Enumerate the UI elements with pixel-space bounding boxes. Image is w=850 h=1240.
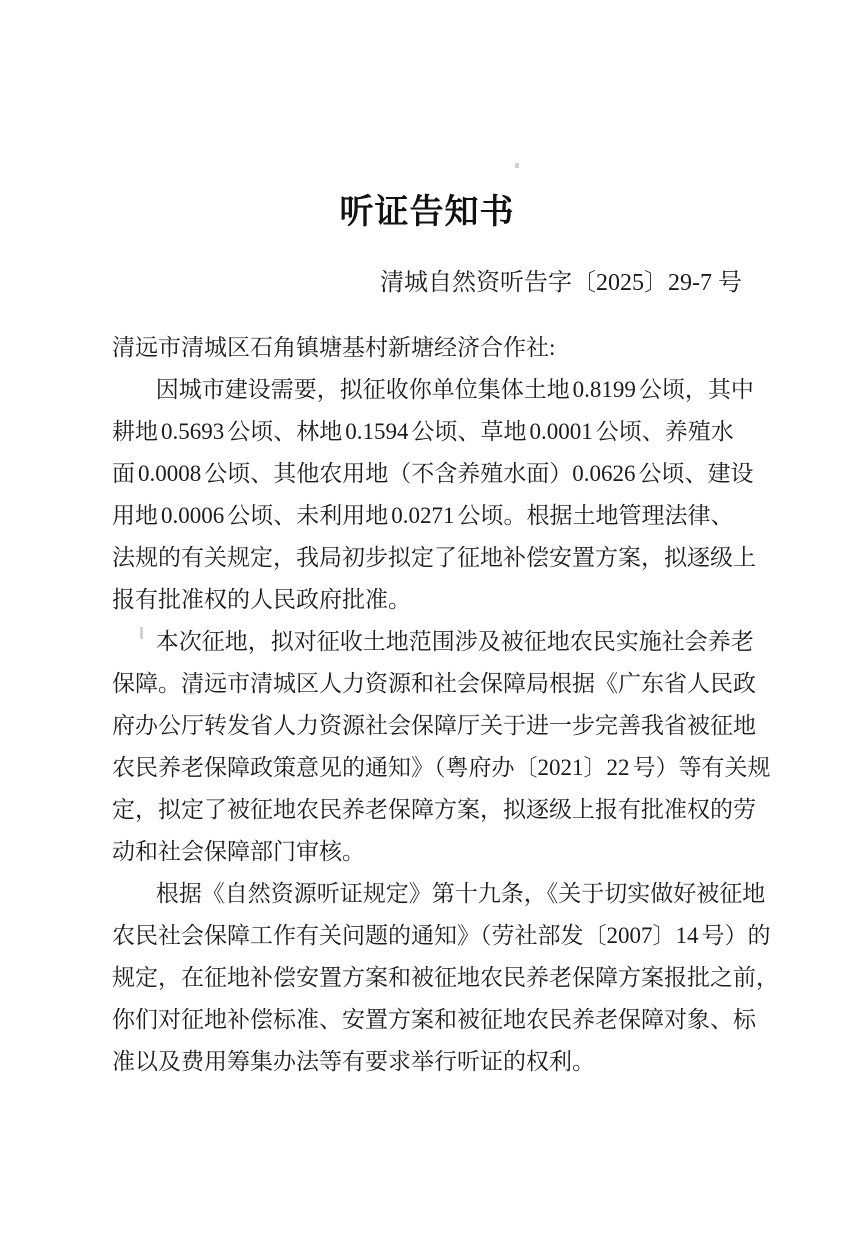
text-line: 动和社会保障部门审核。 (112, 839, 365, 864)
text-line: 用地 0.0006 公顷、未利用地 0.0271 公顷。根据土地管理法律、 (112, 503, 734, 528)
text-line: 因城市建设需要，拟征收你单位集体土地 0.8199 公顷，其中 (155, 377, 754, 402)
text-line: 法规的有关规定，我局初步拟定了征地补偿安置方案，拟逐级上 (112, 545, 756, 570)
addressee-line: 清远市清城区石角镇塘基村新塘经济合作社: (112, 335, 556, 360)
document-number: 清城自然资听告字〔2025〕29-7 号 (380, 270, 742, 296)
text-line: 定，拟定了被征地农民养老保障方案，拟逐级上报有批准权的劳 (112, 797, 756, 822)
paragraph-hearing-rights (112, 873, 779, 1083)
text-line: 府办公厅转发省人力资源社会保障厅关于进一步完善我省被征地 (112, 713, 756, 738)
text-line: 你们对征地补偿标准、安置方案和被征地农民养老保障对象、标 (112, 1007, 756, 1032)
paragraph-social-security (112, 621, 771, 873)
text-line: 报有批准权的人民政府批准。 (112, 587, 411, 612)
scan-artifact (515, 163, 519, 168)
document-body (112, 327, 779, 1083)
text-line: 准以及费用筹集办法等有要求举行听证的权利。 (112, 1049, 595, 1074)
document-title: 听证告知书 (339, 193, 515, 231)
paragraph-land-acquisition (112, 369, 756, 621)
text-line: 本次征地，拟对征收土地范围涉及被征地农民实施社会养老 (155, 629, 754, 654)
text-line: 面 0.0008 公顷、其他农用地（不含养殖水面）0.0626 公顷、建设 (112, 461, 754, 486)
text-line: 农民养老保障政策意见的通知》（粤府办〔2021〕22 号）等有关规 (112, 755, 771, 780)
text-line: 农民社会保障工作有关问题的通知》（劳社部发〔2007〕14 号）的 (112, 923, 771, 948)
text-line: 根据《自然资源听证规定》第十九条，《关于切实做好被征地 (155, 881, 766, 906)
text-line: 耕地 0.5693 公顷、林地 0.1594 公顷、草地 0.0001 公顷、养殖水 (112, 419, 734, 444)
text-line: 规定，在征地补偿安置方案和被征地农民养老保障方案报批之前， (112, 965, 779, 990)
text-line: 保障。清远市清城区人力资源和社会保障局根据《广东省人民政 (112, 671, 756, 696)
